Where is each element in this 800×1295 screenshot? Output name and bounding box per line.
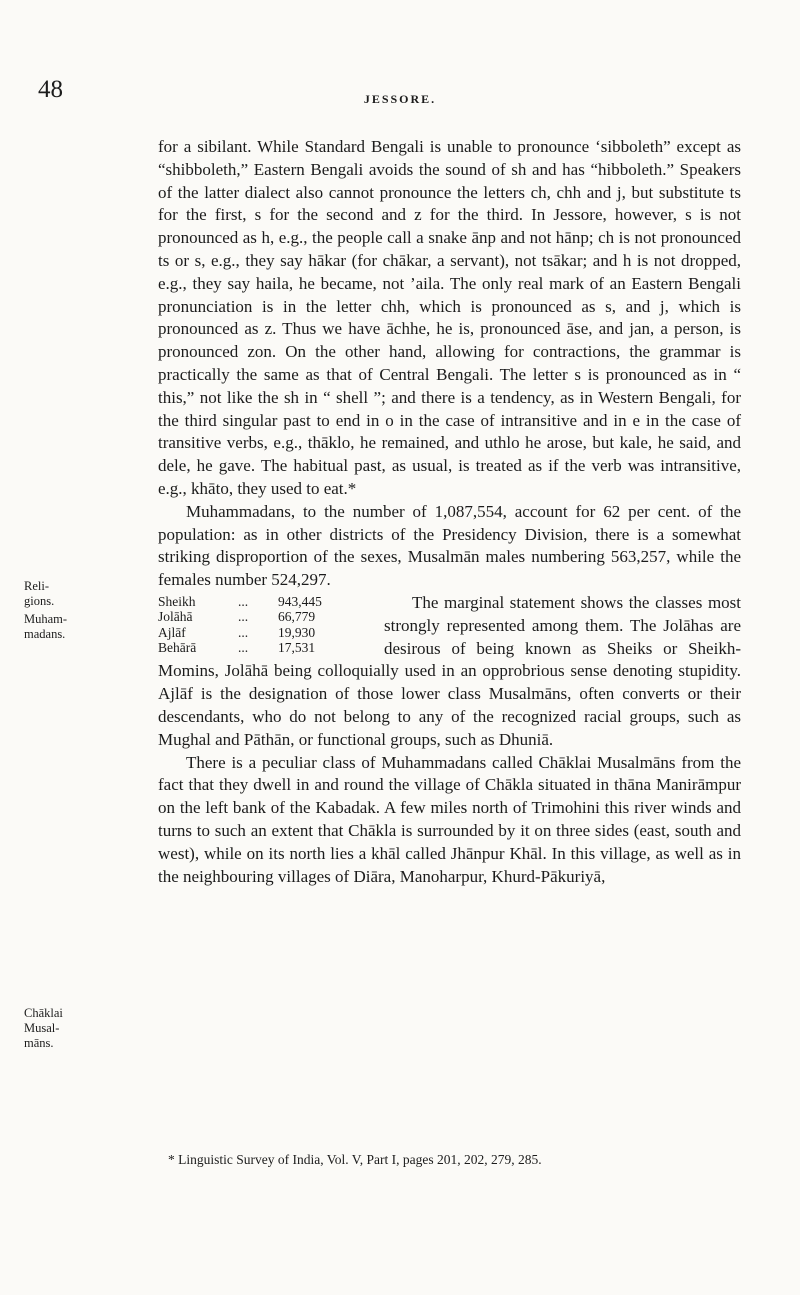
margin-note-line: Muham- (24, 612, 68, 626)
paragraph-pronunciation: for a sibilant. While Standard Bengali is unable to pronounce ‘sibboleth” except as “shibboleth,” Eastern Bengali avoids the sound of sh and has “hibboleth.” Speakers of the latter dialect also cannot pronounce the letters ch, chh and j, but substitute ts for the first, s for the second and z for the third. In Jessore, however, s is not pronounced as h, e.g., the people call a snake ānp and not hānp; ch is not pronounced ts or s, e.g., they say hākar (for chākar, a servant), not tsākar; and h is not dropped, e.g., they say haila, he became, not ’aila. The only real mark of an Eastern Bengali pronunciation is in the letter chh, which is pronounced as s, and j, which is pronounced as z. Thus we have āchhe, he is, pronounced āse, and jan, a person, is pronounced zon. On the other hand, allowing for contractions, the grammar is practically the same as that of Central Bengali. The letter s is pronounced as in “ this,” not like the sh in “ shell ”; and there is a tendency, as in Western Bengali, for the third singular past to end in o in the case of intransitive and in e in the case of transitive verbs, e.g., thāklo, he remained, and uthlo he arose, but kale, he said, and dele, he gave. The habitual past, as usual, is treated as if the verb was intransitive, e.g., khāto, they used to eat.* (158, 137, 741, 498)
table-cell-value: 66,779 (278, 609, 316, 625)
table-cell-value: 943,445 (278, 593, 322, 609)
margin-note-line: madans. (24, 627, 66, 641)
footnote: * Linguistic Survey of India, Vol. V, Part I, pages 201, 202, 279, 285. (168, 1152, 542, 1167)
table-row (158, 640, 376, 656)
paragraph-chaklai: There is a peculiar class of Muhammadans called Chāklai Musalmāns from the fact that they dwell in and round the village of Chākla situated in thāna Manirāmpur on the left bank of the Kabadak. A few miles north of Trimohini this river winds and turns to such an extent that Chākla is surrounded by it on three sides (east, south and west), while on its north lies a khāl called Jhānpur Khāl. In this village, as well as in the neighbouring villages of Diāra, Manoharpur, Khurd-Pākuriyā, (158, 752, 741, 886)
running-head: JESSORE. (363, 92, 437, 106)
margin-note-line: Musal- (24, 1021, 60, 1035)
margin-note-muhammadans (24, 612, 104, 642)
table-cell-dots: ... (238, 640, 249, 656)
table-cell-value: 17,531 (278, 640, 316, 656)
table-row (158, 609, 376, 625)
table-cell-name: Ajlāf (158, 624, 186, 640)
margin-note-chaklai (24, 1006, 104, 1051)
margin-note-line: māns. (24, 1036, 54, 1050)
table-cell-name: Behārā (158, 640, 197, 656)
marginal-statement-table (158, 594, 376, 656)
table-cell-dots: ... (238, 609, 249, 625)
body-text (158, 136, 741, 888)
table-row (158, 625, 376, 641)
table-cell-value: 19,930 (278, 624, 316, 640)
margin-note-religions (24, 579, 104, 609)
page-number: 48 (38, 76, 63, 103)
table-cell-name: Sheikh (158, 593, 196, 609)
margin-note-line: Chāklai (24, 1006, 63, 1020)
paragraph-muhammadans: Muhammadans, to the number of 1,087,554, account for 62 per cent. of the population: as in other districts of the Presidency Division, there is a somewhat striking disproportion of the sexes, Musalmān males numbering 563,257, while the females number 524,297. (158, 501, 741, 590)
table-cell-dots: ... (238, 593, 249, 609)
table-cell-name: Jolāhā (158, 609, 193, 625)
paragraph-classes: The marginal statement shows the classes most strongly represented among them. The Jolāhas are desirous of being known as Sheiks or Sheikh-Momins, Jolāhā being colloquially used in an opprobrious sense denoting stupidity. Ajlāf is the designation of those lower class Musalmāns, often converts or their descendants, who do not belong to any of the recognized racial groups, such as Mughal and Pāthān, or functional groups, such as Dhuniā. (158, 592, 741, 749)
table-cell-dots: ... (238, 624, 249, 640)
margin-note-line: gions. (24, 594, 55, 608)
margin-note-line: Reli- (24, 579, 49, 593)
table-row (158, 594, 376, 610)
